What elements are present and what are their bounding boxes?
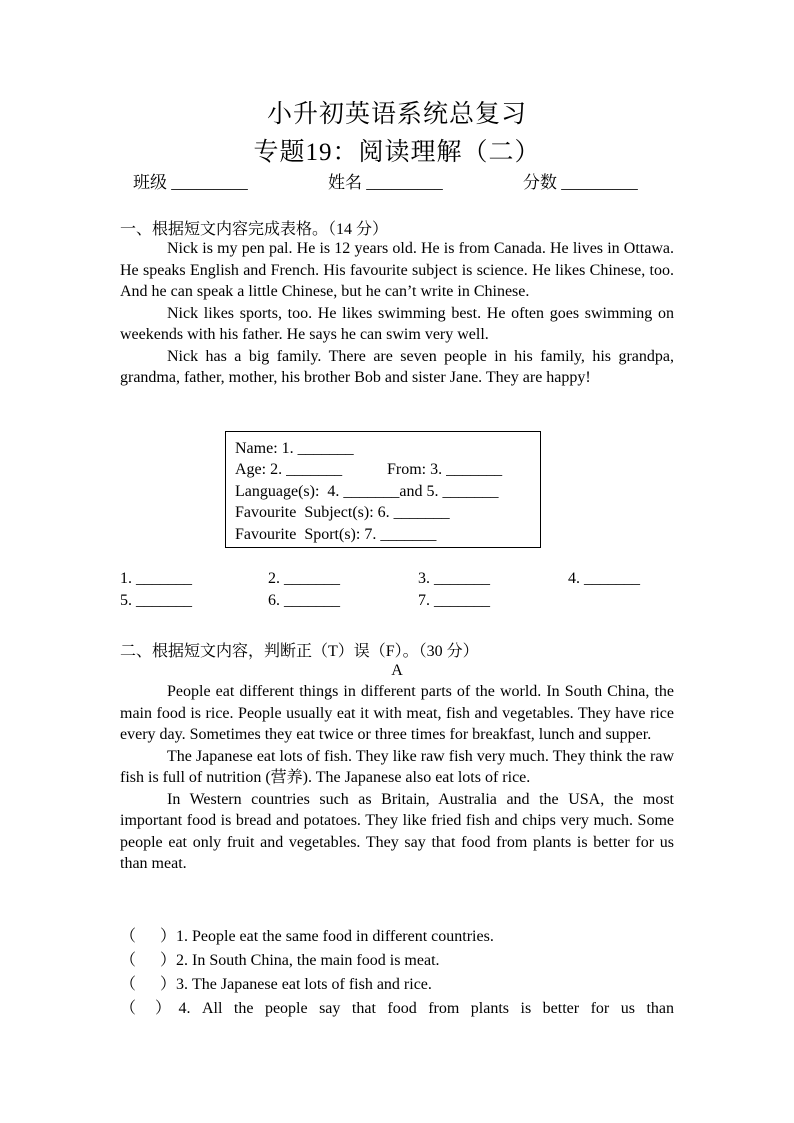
answer-blank[interactable]: 4. _______ (568, 570, 640, 587)
section-2-heading: 二、根据短文内容，判断正（T）误（F）。（30 分） (120, 643, 479, 660)
answer-blank[interactable]: 3. _______ (418, 570, 490, 587)
section-1-passage (120, 238, 674, 389)
answer-blank[interactable]: 6. _______ (268, 592, 340, 609)
page-subtitle: 专题19：阅读理解（二） (253, 139, 541, 166)
answer-blank[interactable]: 1. _______ (120, 570, 192, 587)
table-row-from: From: 3. _______ (387, 461, 503, 478)
info-table (225, 431, 541, 548)
class-field: 班级 _________ (133, 173, 248, 192)
table-row-age: Age: 2. _______ (235, 461, 343, 478)
answer-blank[interactable]: 2. _______ (268, 570, 340, 587)
paragraph: People eat different things in different parts of the world. In South China, the main food is rice. People usually eat it with meat, fish and vegetables. They have rice every day. Sometimes they eat twice or three times for breakfast, lunch and supper. (120, 683, 674, 743)
paragraph: In Western countries such as Britain, Australia and the USA, the most important food is bread and potatoes. They like fried fish and chips very much. Some people eat only fruit and vegetables. They say that food from plants is better for us than meat. (120, 790, 674, 872)
table-row-subject: Favourite Subject(s): 6. _______ (235, 504, 450, 521)
tf-question[interactable]: （ ）1. People eat the same food in different countries. (120, 928, 494, 945)
paragraph: Nick likes sports, too. He likes swimming best. He often goes swimming on weekends with his father. He says he can swim very well. (120, 304, 674, 343)
tf-question[interactable]: （ ）3. The Japanese eat lots of fish and rice. (120, 976, 432, 993)
section-2-passage (120, 681, 674, 875)
answer-blank[interactable]: 7. _______ (418, 592, 490, 609)
name-field: 姓名 _________ (328, 173, 443, 192)
table-row-name: Name: 1. _______ (235, 440, 354, 457)
page-title: 小升初英语系统总复习 (266, 101, 527, 128)
paragraph: Nick is my pen pal. He is 12 years old. He is from Canada. He lives in Ottawa. He speaks English and French. His favourite subject is science. He likes Chinese, too. And he can speak a little Chinese, but he can’t write in Chinese. (120, 240, 674, 300)
section-1-heading: 一、根据短文内容完成表格。（14 分） (120, 221, 389, 238)
paragraph: The Japanese eat lots of fish. They like raw fish very much. They think the raw fish is full of nutrition (营养). The Japanese also eat lots of rice. (120, 747, 674, 786)
tf-question[interactable]: （ ）4. All the people say that food from plants is better for us than (120, 1000, 674, 1017)
table-row-sport: Favourite Sport(s): 7. _______ (235, 526, 437, 543)
paragraph: Nick has a big family. There are seven people in his family, his grandpa, grandma, father, mother, his brother Bob and sister Jane. They are happy! (120, 347, 674, 386)
tf-question[interactable]: （ ）2. In South China, the main food is meat. (120, 952, 440, 969)
score-field: 分数 _________ (523, 173, 638, 192)
table-row-language: Language(s): 4. _______and 5. _______ (235, 483, 499, 500)
passage-label: A (391, 662, 403, 679)
answer-blank[interactable]: 5. _______ (120, 592, 192, 609)
